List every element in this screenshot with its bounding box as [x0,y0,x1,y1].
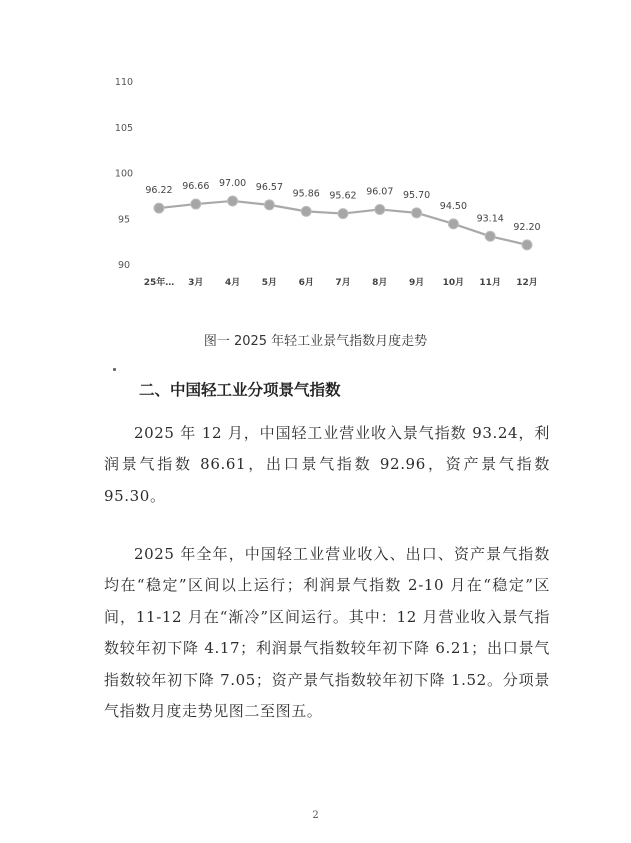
data-label: 96.57 [255,181,284,193]
data-label: 95.86 [292,188,320,200]
y-tick-label: 95 [117,214,131,226]
series-line [159,201,527,245]
data-point [448,219,458,229]
x-tick-label: 11月 [479,278,501,288]
data-labels [145,178,540,233]
x-tick-label: 5月 [261,278,278,288]
data-point [228,196,238,206]
x-tick-label: 9月 [408,278,425,288]
x-tick-label: 7月 [335,278,351,288]
line-series [154,196,532,250]
data-point [301,206,311,216]
data-label: 96.07 [366,186,394,198]
data-point [191,199,201,209]
data-point [522,240,532,250]
data-point [485,231,495,241]
y-tick-label: 110 [114,77,134,88]
y-axis-ticks [115,77,133,271]
y-tick-label: 105 [114,122,134,134]
x-tick-label: 10月 [442,278,465,288]
data-label: 97.00 [218,177,247,189]
x-axis-ticks [144,276,538,288]
data-label: 94.50 [439,200,468,212]
y-tick-label: 100 [114,168,134,180]
data-point [338,209,348,219]
data-label: 93.14 [476,213,504,225]
x-tick-label: 25年… [143,278,175,288]
paragraph-1: 2025 年 12 月，中国轻工业营业收入景气指数 93.24，利润景气指数 86.61，出口景气指数 92.96，资产景气指数 95.30。 [104,424,550,505]
data-label: 92.20 [513,221,541,233]
data-point [375,204,385,214]
data-label: 96.22 [145,185,173,197]
y-tick-label: 90 [117,260,131,271]
section-heading: 二、中国轻工业分项景气指数 [139,381,341,399]
line-chart [0,0,631,320]
data-point [412,208,422,218]
data-label: 96.66 [182,181,210,193]
data-label: 95.62 [329,190,357,202]
data-point [264,200,274,210]
figure-caption: 图一 2025 年轻工业景气指数月度走势 [203,334,428,349]
x-tick-label: 4月 [224,278,241,288]
scan-speck [113,368,116,371]
data-point [154,203,164,213]
paragraph-2: 2025 年全年，中国轻工业营业收入、出口、资产景气指数均在“稳定”区间以上运行；利润景气指数 2-10 月在“稳定”区间，11-12 月在“渐冷”区间运行。其中：12 月营业收入景气指数较年初下降 4.17；利润景气指数较年初下降 6.21；出口景气指数较年初下降 7.05；资产景气指数较年初下降 1.52。分项景气指数月度走势见图二至图五。 [104,545,550,721]
x-tick-label: 3月 [188,278,204,288]
x-tick-label: 12月 [516,278,538,288]
data-label: 95.70 [402,189,431,201]
page-number: 2 [312,810,319,821]
x-tick-label: 8月 [372,278,388,288]
x-tick-label: 6月 [298,278,314,288]
